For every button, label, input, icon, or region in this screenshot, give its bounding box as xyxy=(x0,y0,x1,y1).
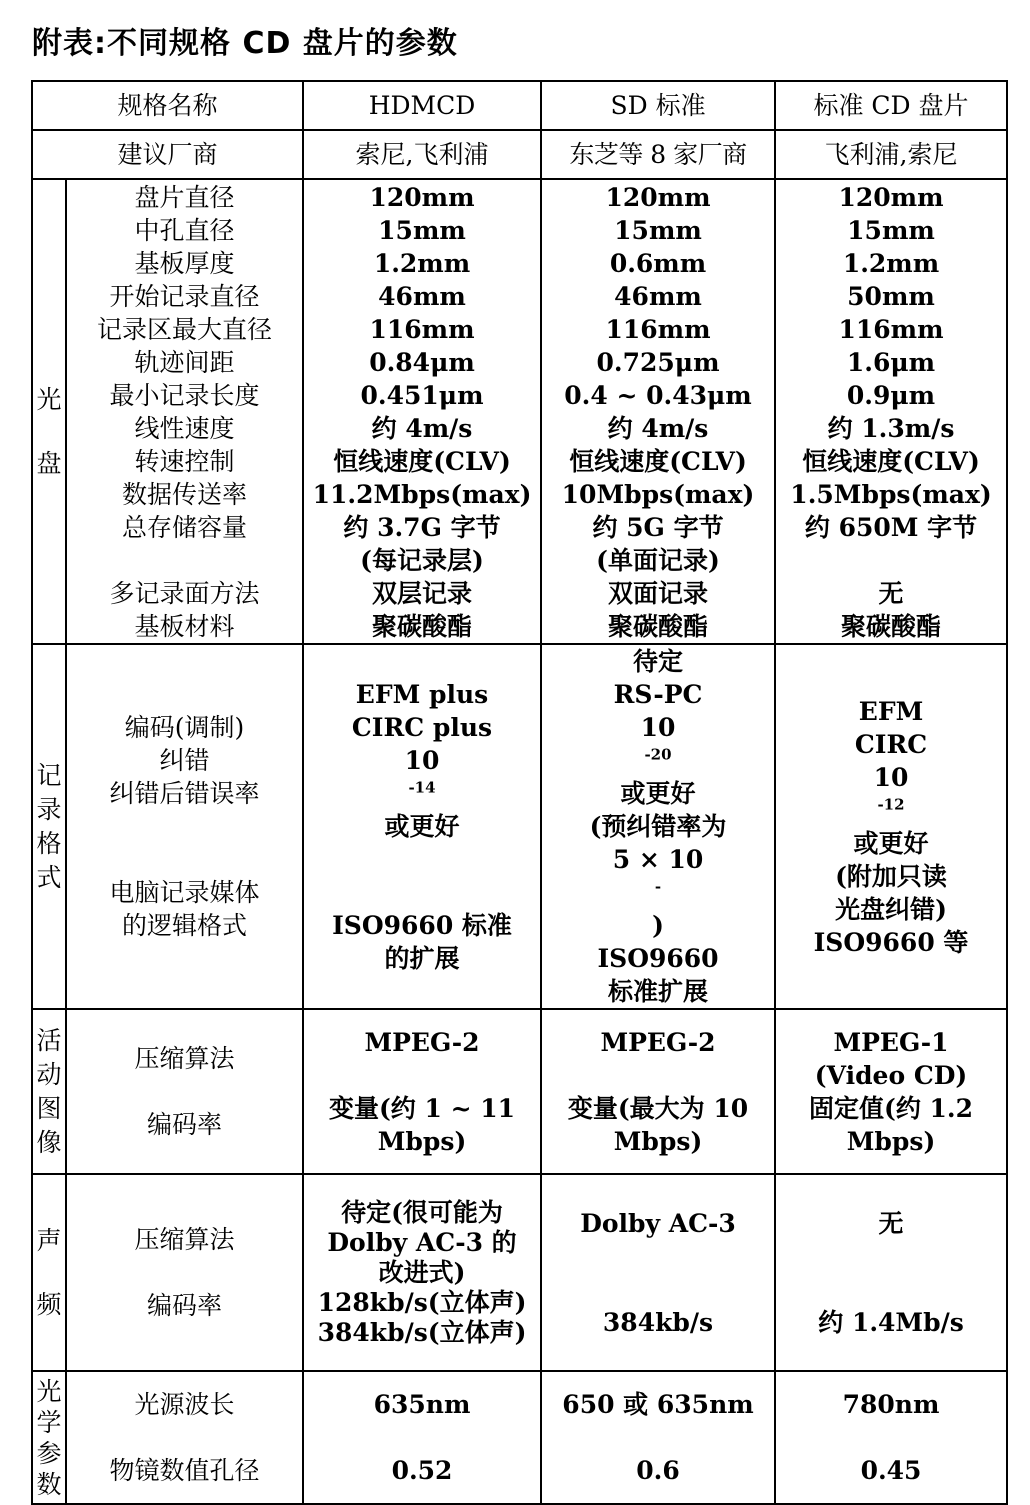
category-audio: 声 频 xyxy=(32,1174,66,1371)
optics-cd: 780nm 0.45 xyxy=(775,1371,1007,1504)
audio-section xyxy=(32,1174,1007,1371)
vendor-sd: 东芝等 8 家厂商 xyxy=(541,130,775,179)
vendor-cd: 飞利浦,索尼 xyxy=(775,130,1007,179)
header-cd: 标准 CD 盘片 xyxy=(775,81,1007,130)
format-hdmcd: EFM plus CIRC plus 10 $^{-14}$ 或更好 ISO9660 标准 的扩展 xyxy=(303,644,541,1009)
disc-hdmcd: 120mm 15mm 1.2mm 46mm 116mm 0.84μm 0.451μm 约 4m/s 恒线速度(CLV) 11.2Mbps(max) 约 3.7G 字节 (每记录层) 双层记录 聚碳酸酯 xyxy=(303,179,541,644)
header-sd: SD 标准 xyxy=(541,81,775,130)
video-section xyxy=(32,1009,1007,1174)
optics-labels: 光源波长 物镜数值孔径 xyxy=(66,1371,303,1504)
video-sd: MPEG-2 变量(最大为 10 Mbps) xyxy=(541,1009,775,1174)
vendor-hdmcd: 索尼,飞利浦 xyxy=(303,130,541,179)
cd-spec-table xyxy=(31,80,1008,1505)
disc-cd: 120mm 15mm 1.2mm 50mm 116mm 1.6μm 0.9μm 约 1.3m/s 恒线速度(CLV) 1.5Mbps(max) 约 650M 字节 无 聚碳酸酯 xyxy=(775,179,1007,644)
audio-cd: 无 约 1.4Mb/s xyxy=(775,1174,1007,1371)
header-row xyxy=(32,81,1007,130)
category-optics: 光 学 参 数 xyxy=(32,1371,66,1504)
page-title: 附表:不同规格 CD 盘片的参数 xyxy=(32,26,458,61)
category-video: 活 动 图 像 xyxy=(32,1009,66,1174)
optics-sd: 650 或 635nm 0.6 xyxy=(541,1371,775,1504)
video-hdmcd: MPEG-2 变量(约 1 ~ 11 Mbps) xyxy=(303,1009,541,1174)
vendor-label: 建议厂商 xyxy=(32,130,303,179)
optics-section xyxy=(32,1371,1007,1504)
header-hdmcd: HDMCD xyxy=(303,81,541,130)
optics-hdmcd: 635nm 0.52 xyxy=(303,1371,541,1504)
audio-labels: 压缩算法 编码率 xyxy=(66,1174,303,1371)
format-labels: 编码(调制) 纠错 纠错后错误率 电脑记录媒体 的逻辑格式 xyxy=(66,644,303,1009)
disc-labels: 盘片直径 中孔直径 基板厚度 开始记录直径 记录区最大直径 轨迹间距 最小记录长度 线性速度 转速控制 数据传送率 总存储容量 多记录面方法 基板材料 xyxy=(66,179,303,644)
format-sd: 待定 RS-PC 10 $^{-20}$ 或更好 (预纠错率为 5 × 10 - ) ISO9660 标准扩展 xyxy=(541,644,775,1009)
audio-sd: Dolby AC-3 384kb/s xyxy=(541,1174,775,1371)
format-cd: EFM CIRC 10 $^{-12}$ 或更好 (附加只读 光盘纠错) ISO9660 等 xyxy=(775,644,1007,1009)
video-cd: MPEG-1 (Video CD) 固定值(约 1.2 Mbps) xyxy=(775,1009,1007,1174)
category-disc: 光 盘 xyxy=(32,179,66,644)
disc-sd: 120mm 15mm 0.6mm 46mm 116mm 0.725μm 0.4 ~ 0.43μm 约 4m/s 恒线速度(CLV) 10Mbps(max) 约 5G 字节 (单面记录) 双面记录 聚碳酸酯 xyxy=(541,179,775,644)
video-labels: 压缩算法 编码率 xyxy=(66,1009,303,1174)
vendor-row xyxy=(32,130,1007,179)
disc-section xyxy=(32,179,1007,644)
header-label: 规格名称 xyxy=(32,81,303,130)
category-format: 记 录 格 式 xyxy=(32,644,66,1009)
format-section xyxy=(32,644,1007,1009)
audio-hdmcd: 待定(很可能为 Dolby AC-3 的 改进式) 128kb/s(立体声) 384kb/s(立体声) xyxy=(303,1174,541,1371)
